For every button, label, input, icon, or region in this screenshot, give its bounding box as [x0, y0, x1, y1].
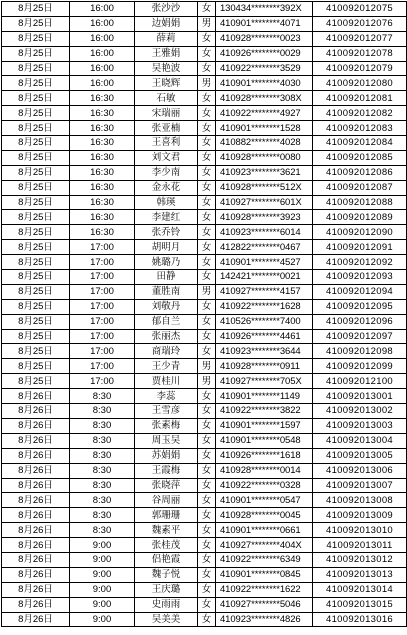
name-cell: 郭珊珊: [135, 508, 198, 523]
gender-cell: 男: [198, 284, 216, 299]
exam-number-cell: 410092012099: [313, 359, 407, 374]
gender-cell: 女: [198, 389, 216, 404]
date-cell: 8月26日: [2, 463, 70, 478]
time-cell: 9:00: [70, 552, 135, 567]
table-row: [2, 225, 407, 240]
gender-cell: 女: [198, 299, 216, 314]
name-cell: 李少南: [135, 165, 198, 180]
date-cell: 8月25日: [2, 106, 70, 121]
exam-number-cell: 410092012076: [313, 16, 407, 31]
id-number-cell: 410928********0080: [216, 150, 313, 165]
id-number-cell: 410928********0023: [216, 31, 313, 46]
table-row: [2, 136, 407, 151]
date-cell: 8月26日: [2, 523, 70, 538]
exam-number-cell: 410092012087: [313, 180, 407, 195]
exam-number-cell: 410092013010: [313, 523, 407, 538]
exam-number-cell: 410092012075: [313, 2, 407, 17]
date-cell: 8月25日: [2, 16, 70, 31]
time-cell: 17:00: [70, 299, 135, 314]
time-cell: 9:00: [70, 567, 135, 582]
id-number-cell: 410922********1628: [216, 299, 313, 314]
time-cell: 8:30: [70, 418, 135, 433]
table-row: [2, 359, 407, 374]
time-cell: 17:00: [70, 255, 135, 270]
name-cell: 刘敬丹: [135, 299, 198, 314]
table-row: [2, 582, 407, 597]
exam-number-cell: 410092013003: [313, 418, 407, 433]
gender-cell: 女: [198, 2, 216, 17]
gender-cell: 女: [198, 344, 216, 359]
exam-number-cell: 410092012097: [313, 329, 407, 344]
gender-cell: 女: [198, 538, 216, 553]
date-cell: 8月25日: [2, 240, 70, 255]
gender-cell: 女: [198, 106, 216, 121]
time-cell: 17:00: [70, 359, 135, 374]
name-cell: 贾桂川: [135, 374, 198, 389]
exam-number-cell: 410092013012: [313, 552, 407, 567]
table-row: [2, 270, 407, 285]
exam-number-cell: 410092012096: [313, 314, 407, 329]
table-row: [2, 195, 407, 210]
date-cell: 8月25日: [2, 136, 70, 151]
table-row: [2, 76, 407, 91]
name-cell: 边娟娟: [135, 16, 198, 31]
gender-cell: 女: [198, 523, 216, 538]
table-row: [2, 463, 407, 478]
gender-cell: 女: [198, 404, 216, 419]
table-row: [2, 478, 407, 493]
date-cell: 8月25日: [2, 2, 70, 17]
exam-number-cell: 410092012090: [313, 225, 407, 240]
exam-number-cell: 410092013007: [313, 478, 407, 493]
exam-number-cell: 410092012081: [313, 91, 407, 106]
date-cell: 8月25日: [2, 61, 70, 76]
gender-cell: 男: [198, 16, 216, 31]
table-row: [2, 31, 407, 46]
time-cell: 16:30: [70, 106, 135, 121]
gender-cell: 女: [198, 165, 216, 180]
table-row: [2, 597, 407, 612]
table-row: [2, 344, 407, 359]
name-cell: 韩瑛: [135, 195, 198, 210]
gender-cell: 女: [198, 31, 216, 46]
name-cell: 张桂茂: [135, 538, 198, 553]
exam-number-cell: 410092012080: [313, 76, 407, 91]
date-cell: 8月25日: [2, 180, 70, 195]
id-number-cell: 410901********0548: [216, 433, 313, 448]
time-cell: 8:30: [70, 463, 135, 478]
gender-cell: 女: [198, 240, 216, 255]
table-row: [2, 180, 407, 195]
id-number-cell: 410922********1622: [216, 582, 313, 597]
table-row: [2, 121, 407, 136]
id-number-cell: 410901********1597: [216, 418, 313, 433]
gender-cell: 女: [198, 61, 216, 76]
date-cell: 8月25日: [2, 31, 70, 46]
gender-cell: 女: [198, 463, 216, 478]
exam-number-cell: 410092012086: [313, 165, 407, 180]
date-cell: 8月25日: [2, 270, 70, 285]
gender-cell: 女: [198, 46, 216, 61]
date-cell: 8月25日: [2, 76, 70, 91]
time-cell: 16:00: [70, 61, 135, 76]
exam-number-cell: 410092012093: [313, 270, 407, 285]
gender-cell: 女: [198, 180, 216, 195]
table-row: [2, 16, 407, 31]
time-cell: 16:00: [70, 31, 135, 46]
exam-number-cell: 410092012094: [313, 284, 407, 299]
exam-number-cell: 410092013015: [313, 597, 407, 612]
gender-cell: 女: [198, 136, 216, 151]
table-row: [2, 552, 407, 567]
exam-number-cell: 410092012091: [313, 240, 407, 255]
time-cell: 16:00: [70, 16, 135, 31]
id-number-cell: 410927********705X: [216, 374, 313, 389]
date-cell: 8月25日: [2, 225, 70, 240]
id-number-cell: 142421********0021: [216, 270, 313, 285]
name-cell: 王霞梅: [135, 463, 198, 478]
id-number-cell: 410926********1618: [216, 448, 313, 463]
name-cell: 李建红: [135, 210, 198, 225]
id-number-cell: 410928********3923: [216, 210, 313, 225]
exam-number-cell: 410092012098: [313, 344, 407, 359]
id-number-cell: 410922********3529: [216, 61, 313, 76]
name-cell: 董胜南: [135, 284, 198, 299]
name-cell: 王雅娟: [135, 46, 198, 61]
name-cell: 张晓萍: [135, 478, 198, 493]
name-cell: 田静: [135, 270, 198, 285]
id-number-cell: 410923********3621: [216, 165, 313, 180]
exam-number-cell: 410092013008: [313, 493, 407, 508]
id-number-cell: 410928********0014: [216, 463, 313, 478]
date-cell: 8月26日: [2, 538, 70, 553]
id-number-cell: 410922********0328: [216, 478, 313, 493]
gender-cell: 女: [198, 225, 216, 240]
time-cell: 16:30: [70, 165, 135, 180]
name-cell: 周玉吴: [135, 433, 198, 448]
table-row: [2, 106, 407, 121]
id-number-cell: 410901********4527: [216, 255, 313, 270]
id-number-cell: 410526********7400: [216, 314, 313, 329]
table-row: [2, 612, 407, 627]
time-cell: 8:30: [70, 389, 135, 404]
gender-cell: 女: [198, 478, 216, 493]
id-number-cell: 130434********392X: [216, 2, 313, 17]
id-number-cell: 410922********6349: [216, 552, 313, 567]
exam-number-cell: 410092012092: [313, 255, 407, 270]
date-cell: 8月26日: [2, 612, 70, 627]
name-cell: 苏娟娟: [135, 448, 198, 463]
date-cell: 8月25日: [2, 121, 70, 136]
table-row: [2, 46, 407, 61]
id-number-cell: 410928********512X: [216, 180, 313, 195]
exam-number-cell: 410092012088: [313, 195, 407, 210]
time-cell: 8:30: [70, 523, 135, 538]
name-cell: 金永花: [135, 180, 198, 195]
date-cell: 8月26日: [2, 597, 70, 612]
date-cell: 8月25日: [2, 255, 70, 270]
name-cell: 史雨雨: [135, 597, 198, 612]
date-cell: 8月25日: [2, 314, 70, 329]
time-cell: 9:00: [70, 597, 135, 612]
date-cell: 8月25日: [2, 210, 70, 225]
time-cell: 17:00: [70, 240, 135, 255]
gender-cell: 女: [198, 508, 216, 523]
table-row: [2, 299, 407, 314]
exam-number-cell: 410092013014: [313, 582, 407, 597]
time-cell: 16:30: [70, 210, 135, 225]
exam-number-cell: 410092012084: [313, 136, 407, 151]
date-cell: 8月25日: [2, 374, 70, 389]
name-cell: 王雪彦: [135, 404, 198, 419]
time-cell: 9:00: [70, 582, 135, 597]
time-cell: 9:00: [70, 538, 135, 553]
id-number-cell: 410923********6014: [216, 225, 313, 240]
time-cell: 17:00: [70, 344, 135, 359]
id-number-cell: 410901********4071: [216, 16, 313, 31]
id-number-cell: 410927********601X: [216, 195, 313, 210]
name-cell: 吴艳波: [135, 61, 198, 76]
name-cell: 李蕊: [135, 389, 198, 404]
date-cell: 8月25日: [2, 344, 70, 359]
time-cell: 17:00: [70, 374, 135, 389]
name-cell: 王喜利: [135, 136, 198, 151]
gender-cell: 女: [198, 270, 216, 285]
name-cell: 刘文君: [135, 150, 198, 165]
gender-cell: 男: [198, 76, 216, 91]
id-number-cell: 410901********0845: [216, 567, 313, 582]
name-cell: 张素梅: [135, 418, 198, 433]
table-row: [2, 433, 407, 448]
time-cell: 8:30: [70, 478, 135, 493]
table-row: [2, 91, 407, 106]
gender-cell: 女: [198, 91, 216, 106]
date-cell: 8月25日: [2, 299, 70, 314]
table-row: [2, 61, 407, 76]
table-row: [2, 255, 407, 270]
date-cell: 8月25日: [2, 46, 70, 61]
id-number-cell: 410901********0547: [216, 493, 313, 508]
exam-schedule-table: [1, 1, 407, 627]
time-cell: 17:00: [70, 270, 135, 285]
gender-cell: 女: [198, 612, 216, 627]
table-row: [2, 418, 407, 433]
time-cell: 8:30: [70, 404, 135, 419]
id-number-cell: 410901********1149: [216, 389, 313, 404]
exam-number-cell: 410092013005: [313, 448, 407, 463]
name-cell: 薛莉: [135, 31, 198, 46]
id-number-cell: 410923********3644: [216, 344, 313, 359]
id-number-cell: 410928********0045: [216, 508, 313, 523]
table-row: [2, 523, 407, 538]
id-number-cell: 410927********404X: [216, 538, 313, 553]
date-cell: 8月25日: [2, 329, 70, 344]
id-number-cell: 410928********0911: [216, 359, 313, 374]
date-cell: 8月25日: [2, 359, 70, 374]
exam-number-cell: 410092013002: [313, 404, 407, 419]
name-cell: 王庆璐: [135, 582, 198, 597]
table-body: [2, 2, 407, 627]
table-row: [2, 508, 407, 523]
table-row: [2, 493, 407, 508]
date-cell: 8月25日: [2, 284, 70, 299]
table-row: [2, 448, 407, 463]
gender-cell: 女: [198, 552, 216, 567]
gender-cell: 女: [198, 597, 216, 612]
gender-cell: 女: [198, 150, 216, 165]
time-cell: 17:00: [70, 314, 135, 329]
date-cell: 8月25日: [2, 150, 70, 165]
table-row: [2, 2, 407, 17]
date-cell: 8月26日: [2, 433, 70, 448]
name-cell: 魏子悦: [135, 567, 198, 582]
name-cell: 吴美美: [135, 612, 198, 627]
date-cell: 8月26日: [2, 389, 70, 404]
id-number-cell: 410901********4030: [216, 76, 313, 91]
id-number-cell: 410922********4927: [216, 106, 313, 121]
id-number-cell: 410926********0029: [216, 46, 313, 61]
exam-number-cell: 410092012089: [313, 210, 407, 225]
id-number-cell: 410923********4826: [216, 612, 313, 627]
gender-cell: 女: [198, 210, 216, 225]
gender-cell: 女: [198, 582, 216, 597]
id-number-cell: 412822********0467: [216, 240, 313, 255]
time-cell: 16:30: [70, 91, 135, 106]
exam-number-cell: 410092013009: [313, 508, 407, 523]
id-number-cell: 410926********4461: [216, 329, 313, 344]
gender-cell: 女: [198, 493, 216, 508]
name-cell: 张乔铃: [135, 225, 198, 240]
exam-number-cell: 410092012077: [313, 31, 407, 46]
time-cell: 17:00: [70, 329, 135, 344]
time-cell: 16:30: [70, 195, 135, 210]
table-row: [2, 329, 407, 344]
gender-cell: 女: [198, 418, 216, 433]
id-number-cell: 410922********3822: [216, 404, 313, 419]
id-number-cell: 410882********4028: [216, 136, 313, 151]
time-cell: 8:30: [70, 433, 135, 448]
table-row: [2, 314, 407, 329]
time-cell: 16:00: [70, 2, 135, 17]
date-cell: 8月25日: [2, 195, 70, 210]
id-number-cell: 410901********0661: [216, 523, 313, 538]
gender-cell: 女: [198, 195, 216, 210]
table-row: [2, 389, 407, 404]
name-cell: 张沙沙: [135, 2, 198, 17]
exam-number-cell: 410092012085: [313, 150, 407, 165]
time-cell: 16:00: [70, 76, 135, 91]
name-cell: 侣艳霞: [135, 552, 198, 567]
time-cell: 16:00: [70, 46, 135, 61]
date-cell: 8月26日: [2, 552, 70, 567]
name-cell: 张亚楠: [135, 121, 198, 136]
name-cell: 王晓辉: [135, 76, 198, 91]
gender-cell: 女: [198, 448, 216, 463]
exam-number-cell: 410092013006: [313, 463, 407, 478]
time-cell: 16:30: [70, 150, 135, 165]
name-cell: 张丽杰: [135, 329, 198, 344]
id-number-cell: 410928********308X: [216, 91, 313, 106]
name-cell: 郁自兰: [135, 314, 198, 329]
time-cell: 16:30: [70, 121, 135, 136]
exam-number-cell: 410092012082: [313, 106, 407, 121]
date-cell: 8月26日: [2, 404, 70, 419]
gender-cell: 女: [198, 121, 216, 136]
id-number-cell: 410927********4157: [216, 284, 313, 299]
name-cell: 胡明月: [135, 240, 198, 255]
time-cell: 9:00: [70, 612, 135, 627]
name-cell: 姚璐乃: [135, 255, 198, 270]
name-cell: 王少青: [135, 359, 198, 374]
time-cell: 8:30: [70, 448, 135, 463]
time-cell: 8:30: [70, 508, 135, 523]
date-cell: 8月26日: [2, 508, 70, 523]
exam-number-cell: 410092013004: [313, 433, 407, 448]
gender-cell: 女: [198, 567, 216, 582]
gender-cell: 女: [198, 433, 216, 448]
exam-number-cell: 410092012078: [313, 46, 407, 61]
date-cell: 8月26日: [2, 582, 70, 597]
name-cell: 石敏: [135, 91, 198, 106]
gender-cell: 女: [198, 329, 216, 344]
name-cell: 魏素平: [135, 523, 198, 538]
date-cell: 8月26日: [2, 448, 70, 463]
date-cell: 8月26日: [2, 567, 70, 582]
date-cell: 8月25日: [2, 91, 70, 106]
date-cell: 8月26日: [2, 493, 70, 508]
gender-cell: 男: [198, 359, 216, 374]
time-cell: 16:30: [70, 180, 135, 195]
table-row: [2, 240, 407, 255]
date-cell: 8月26日: [2, 478, 70, 493]
exam-number-cell: 410092013013: [313, 567, 407, 582]
name-cell: 宋瑞丽: [135, 106, 198, 121]
gender-cell: 女: [198, 255, 216, 270]
exam-number-cell: 410092012083: [313, 121, 407, 136]
id-number-cell: 410927********5046: [216, 597, 313, 612]
exam-number-cell: 410092013011: [313, 538, 407, 553]
table-row: [2, 374, 407, 389]
date-cell: 8月26日: [2, 418, 70, 433]
date-cell: 8月25日: [2, 165, 70, 180]
exam-number-cell: 410092012079: [313, 61, 407, 76]
time-cell: 17:00: [70, 284, 135, 299]
table-row: [2, 404, 407, 419]
name-cell: 谷周丽: [135, 493, 198, 508]
exam-number-cell: 410092012100: [313, 374, 407, 389]
time-cell: 16:30: [70, 225, 135, 240]
gender-cell: 男: [198, 374, 216, 389]
name-cell: 商瑞玲: [135, 344, 198, 359]
exam-number-cell: 410092013016: [313, 612, 407, 627]
exam-number-cell: 410092012095: [313, 299, 407, 314]
table-row: [2, 567, 407, 582]
gender-cell: 女: [198, 314, 216, 329]
table-row: [2, 284, 407, 299]
table-row: [2, 538, 407, 553]
time-cell: 8:30: [70, 493, 135, 508]
table-row: [2, 150, 407, 165]
exam-number-cell: 410092013001: [313, 389, 407, 404]
time-cell: 16:30: [70, 136, 135, 151]
id-number-cell: 410901********1528: [216, 121, 313, 136]
table-row: [2, 165, 407, 180]
table-row: [2, 210, 407, 225]
